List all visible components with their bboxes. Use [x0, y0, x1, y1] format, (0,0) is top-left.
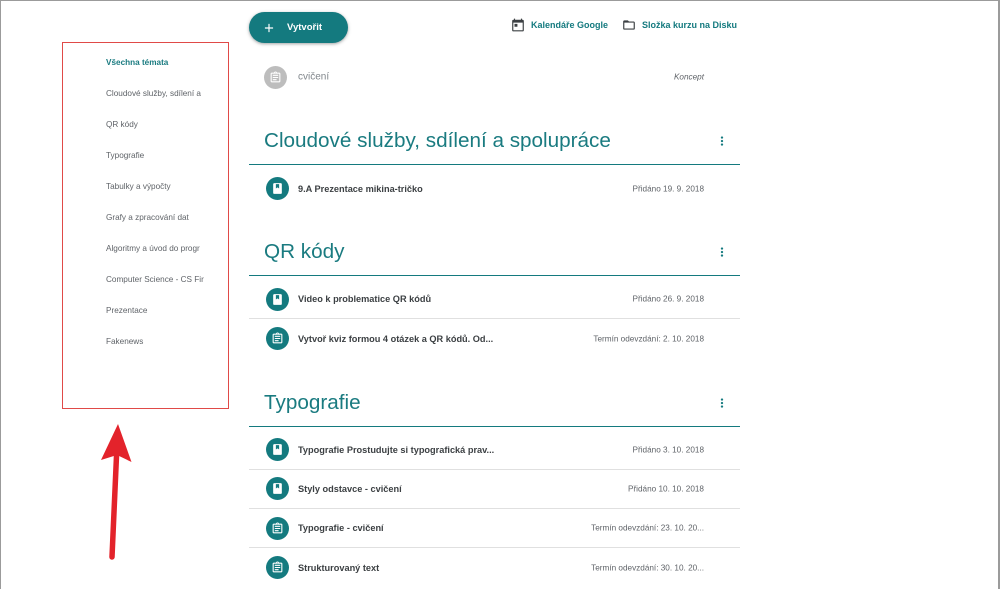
classwork-item-title: Strukturovaný text: [298, 562, 380, 573]
topic-section: [249, 98, 740, 209]
topic-item-typography[interactable]: Typografie: [106, 151, 145, 160]
classwork-item-row[interactable]: [249, 431, 740, 470]
classwork-item-row[interactable]: [249, 169, 740, 208]
book-icon: [271, 443, 284, 456]
topic-item-algorithms[interactable]: Algoritmy a úvod do progr: [106, 244, 200, 253]
book-icon: [271, 293, 284, 306]
classwork-item-row[interactable]: [249, 280, 740, 319]
more-vert-icon[interactable]: [715, 134, 729, 148]
draft-item-row[interactable]: [249, 56, 740, 98]
book-icon: [271, 182, 284, 195]
item-icon-badge: [266, 438, 289, 461]
topic-list: [106, 47, 204, 357]
item-icon-badge: [266, 327, 289, 350]
section-item-list: [249, 276, 740, 359]
create-button-label: Vytvořit: [287, 22, 323, 33]
classwork-item-date: Termín odevzdání: 2. 10. 2018: [593, 334, 704, 344]
classwork-item-row[interactable]: [249, 470, 740, 509]
section-title: QR kódy: [264, 240, 345, 264]
topic-section: [249, 360, 740, 589]
topic-item-cloud-services[interactable]: Cloudové služby, sdílení a: [106, 89, 201, 98]
assignment-icon: [271, 332, 284, 345]
topic-item-all[interactable]: Všechna témata: [106, 58, 169, 67]
classwork-stream: [249, 56, 740, 588]
drive-folder-link[interactable]: [622, 17, 737, 33]
item-icon-badge: [264, 66, 287, 89]
google-calendar-link-label: Kalendáře Google: [531, 20, 609, 30]
draft-status-label: Koncept: [673, 72, 704, 82]
folder-icon: [622, 18, 636, 32]
topic-item-presentations[interactable]: Prezentace: [106, 306, 148, 315]
plus-icon: [262, 21, 276, 35]
classwork-item-title: Typografie - cvičení: [298, 523, 384, 534]
topic-item-spreadsheets[interactable]: Tabulky a výpočty: [106, 182, 171, 191]
item-icon-badge: [266, 177, 289, 200]
google-calendar-link[interactable]: [511, 17, 608, 33]
annotation-arrow-shaft: [112, 456, 117, 557]
classwork-item-date: Termín odevzdání: 30. 10. 20...: [591, 563, 704, 573]
topic-section: [249, 209, 740, 359]
drive-folder-link-label: Složka kurzu na Disku: [642, 20, 738, 30]
more-vert-icon[interactable]: [715, 396, 729, 410]
topic-item-computer-science[interactable]: Computer Science - CS Fir: [106, 275, 204, 284]
draft-item-title: cvičení: [298, 71, 330, 83]
classwork-item-title: Video k problematice QR kódů: [298, 294, 432, 305]
assignment-icon: [271, 522, 284, 535]
classwork-item-date: Přidáno 10. 10. 2018: [627, 484, 704, 494]
classwork-item-date: Přidáno 19. 9. 2018: [632, 184, 704, 194]
item-icon-badge: [266, 556, 289, 579]
section-header: [249, 360, 740, 427]
topic-item-qr-codes[interactable]: QR kódy: [106, 120, 138, 129]
more-vert-icon[interactable]: [715, 245, 729, 259]
section-title: Cloudové služby, sdílení a spolupráce: [264, 129, 611, 152]
classwork-item-title: Typografie Prostudujte si typografická prav...: [298, 444, 495, 455]
classwork-item-row[interactable]: [249, 548, 740, 587]
section-header: [249, 98, 740, 165]
book-icon: [271, 482, 284, 495]
classwork-item-title: 9.A Prezentace mikina-tričko: [298, 183, 423, 194]
section-item-list: [249, 427, 740, 589]
item-icon-badge: [266, 517, 289, 540]
calendar-icon: [511, 18, 525, 32]
section-item-list: [249, 165, 740, 209]
classwork-item-title: Styly odstavce - cvičení: [298, 483, 402, 494]
section-title: Typografie: [264, 390, 361, 414]
classwork-item-row[interactable]: [249, 509, 740, 548]
classwork-item-date: Přidáno 26. 9. 2018: [632, 294, 704, 304]
topic-item-fakenews[interactable]: Fakenews: [106, 337, 144, 346]
create-button[interactable]: [249, 12, 348, 43]
topic-item-charts[interactable]: Grafy a zpracování dat: [106, 213, 189, 222]
item-icon-badge: [266, 288, 289, 311]
classwork-item-date: Přidáno 3. 10. 2018: [632, 445, 704, 455]
section-header: [249, 209, 740, 276]
item-icon-badge: [266, 477, 289, 500]
classwork-item-row[interactable]: [249, 319, 740, 358]
classwork-item-title: Vytvoř kviz formou 4 otázek a QR kódů. Od...: [298, 333, 494, 344]
annotation-arrow-head: [101, 424, 132, 462]
assignment-icon: [271, 561, 284, 574]
assignment-icon: [269, 71, 282, 84]
classwork-item-date: Termín odevzdání: 23. 10. 20...: [591, 523, 704, 533]
